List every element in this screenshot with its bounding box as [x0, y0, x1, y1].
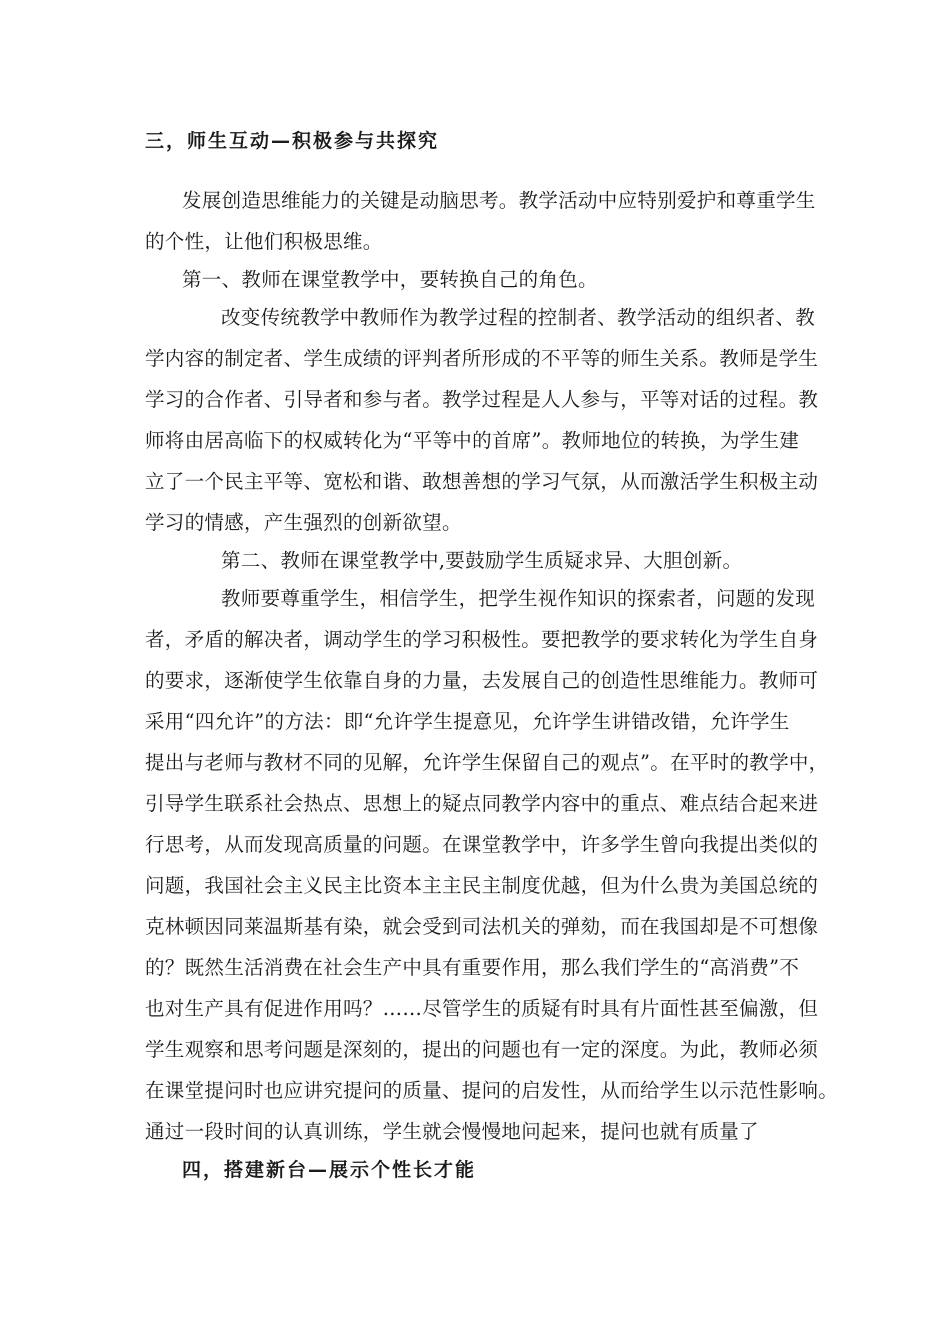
point-2-line-9: 克林顿因同莱温斯基有染，就会受到司法机关的弹劾，而在我国却是不可想像	[145, 915, 819, 938]
intro-line-1: 发展创造思维能力的关键是动脑思考。教学活动中应特别爱护和尊重学生	[182, 189, 816, 212]
point-2-line-4: 采用“四允许”的方法：即“允许学生提意见，允许学生讲错改错，允许学生	[145, 710, 790, 733]
point-2-line-8: 问题，我国社会主义民主比资本主主民主制度优越，但为什么贵为美国总统的	[145, 874, 819, 897]
point-1-line-3: 学习的合作者、引导者和参与者。教学过程是人人参与，平等对话的过程。教	[145, 388, 819, 411]
point-2-line-7: 行思考，从而发现高质量的问题。在课堂教学中，许多学生曾向我提出类似的	[145, 833, 819, 856]
point-2-line-6: 引导学生联系社会热点、思想上的疑点同教学内容中的重点、难点结合起来进	[145, 792, 819, 815]
point-2-line-2: 者，矛盾的解决者，调动学生的学习积极性。要把教学的要求转化为学生自身	[145, 628, 819, 651]
point-2-line-10: 的？既然生活消费在社会生产中具有重要作用，那么我们学生的“高消费”不	[145, 956, 800, 979]
point-1-line-1: 改变传统教学中教师作为教学过程的控制者、教学活动的组织者、教	[221, 306, 816, 329]
point-2-line-12: 学生观察和思考问题是深刻的，提出的问题也有一定的深度。为此，教师必须	[145, 1038, 819, 1061]
point-1-line-5: 立了一个民主平等、宽松和谐、敢想善想的学习气氛，从而激活学生积极主动	[145, 470, 819, 493]
point-1-title: 第一、教师在课堂教学中，要转换自己的角色。	[182, 268, 598, 291]
point-2-line-1: 教师要尊重学生，相信学生，把学生视作知识的探索者，问题的发现	[221, 587, 816, 610]
point-2-line-5: 提出与老师与教材不同的见解，允许学生保留自己的观点”。在平时的教学中，	[145, 751, 829, 774]
point-1-line-4: 师将由居高临下的权威转化为“平等中的首席”。教师地位的转换，为学生建	[145, 429, 800, 452]
point-2-title: 第二、教师在课堂教学中,要鼓励学生质疑求异、大胆创新。	[221, 549, 743, 572]
point-1-line-6: 学习的情感，产生强烈的创新欲望。	[145, 511, 462, 534]
section-4-heading: 四，搭建新台—展示个性长才能	[182, 1159, 477, 1181]
point-2-line-13: 在课堂提问时也应讲究提问的质量、提问的启发性，从而给学生以示范性影响。	[145, 1079, 839, 1102]
point-2-line-14: 通过一段时间的认真训练，学生就会慢慢地问起来，提问也就有质量了	[145, 1120, 759, 1143]
point-1-line-2: 学内容的制定者、学生成绩的评判者所形成的不平等的师生关系。教师是学生	[145, 347, 819, 370]
point-2-line-3: 的要求，逐渐使学生依靠自身的力量，去发展自己的创造性思维能力。教师可	[145, 669, 819, 692]
section-3-heading: 三，师生互动—积极参与共探究	[145, 130, 440, 152]
intro-line-2: 的个性，让他们积极思维。	[145, 230, 383, 253]
point-2-line-11: 也对生产具有促进作用吗？……尽管学生的质疑有时具有片面性甚至偏激，但	[145, 997, 819, 1020]
